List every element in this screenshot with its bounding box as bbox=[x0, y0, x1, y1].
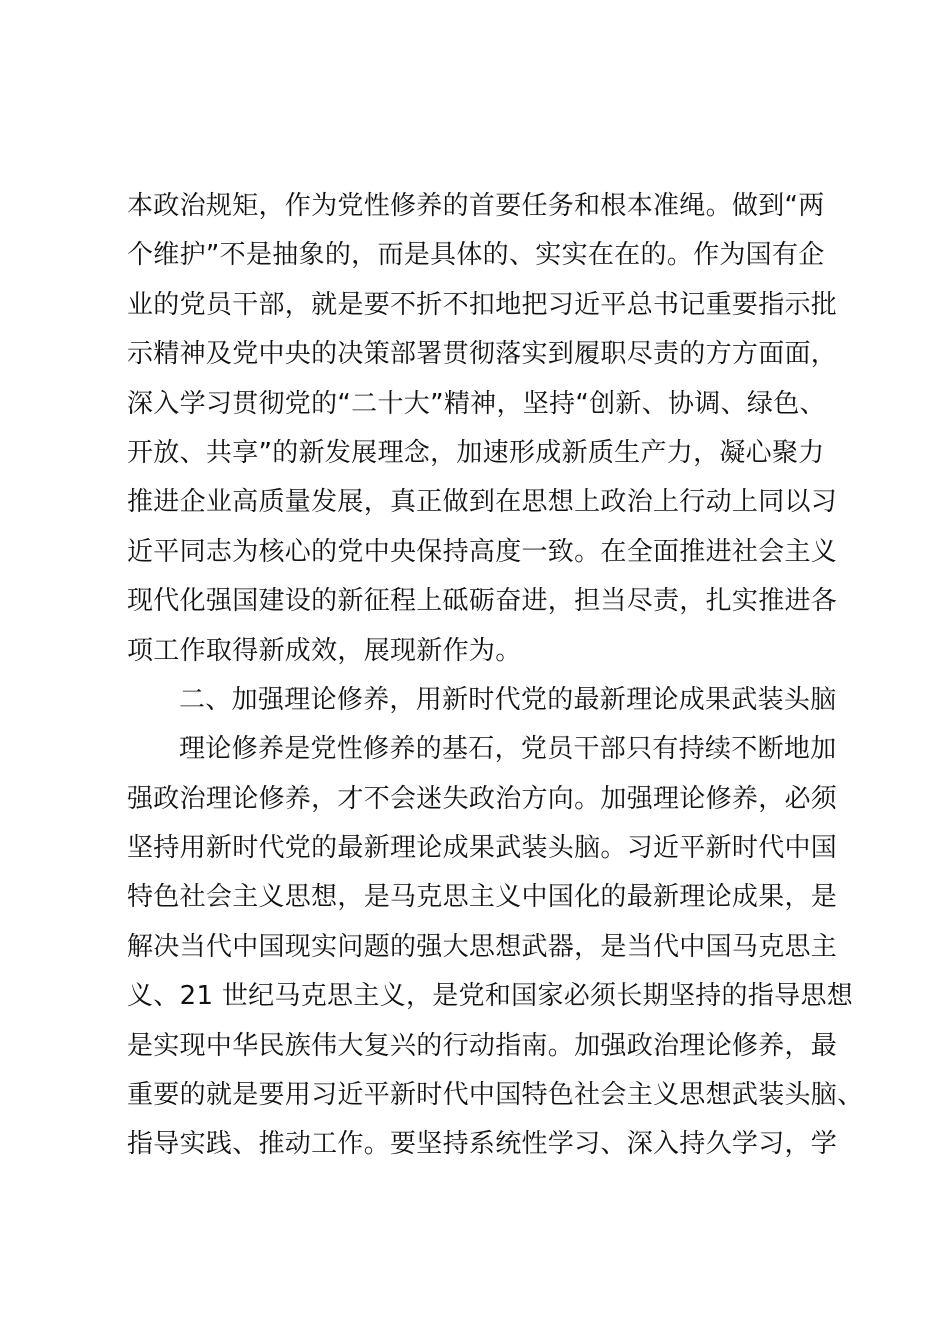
text-line: 指导实践、推动工作。要坚持系统性学习、深入持久学习，学 bbox=[127, 1129, 838, 1160]
text-line: 重要的就是要用习近平新时代中国特色社会主义思想武装头脑、 bbox=[127, 1080, 864, 1111]
body-text bbox=[127, 182, 864, 1170]
text-line: 本政治规矩，作为党性修养的首要任务和根本准绳。做到“两 bbox=[127, 191, 825, 221]
text-line: 个维护”不是抽象的，而是具体的、实实在在的。作为国有企 bbox=[127, 240, 825, 271]
text-line: 是实现中华民族伟大复兴的行动指南。加强政治理论修养，最 bbox=[127, 1030, 838, 1061]
text-line: 近平同志为核心的党中央保持高度一致。在全面推进社会主义 bbox=[127, 536, 838, 567]
section-heading: 二、加强理论修养，用新时代党的最新理论成果武装头脑 bbox=[179, 684, 837, 715]
text-line: 项工作取得新成效，展现新作为。 bbox=[127, 635, 522, 666]
text-line: 现代化强国建设的新征程上砥砺奋进，担当尽责，扎实推进各 bbox=[127, 586, 838, 617]
text-line: 强政治理论修养，才不会迷失政治方向。加强理论修养，必须 bbox=[127, 783, 838, 814]
text-line: 业的党员干部，就是要不折不扣地把习近平总书记重要指示批 bbox=[127, 289, 838, 320]
text-line: 深入学习贯彻党的“二十大”精神，坚持“创新、协调、绿色、 bbox=[127, 388, 826, 419]
text-line: 开放、共享”的新发展理念，加速形成新质生产力，凝心聚力 bbox=[127, 437, 825, 468]
text-line: 解决当代中国现实问题的强大思想武器，是当代中国马克思主 bbox=[127, 931, 838, 962]
text-line: 特色社会主义思想，是马克思主义中国化的最新理论成果，是 bbox=[127, 882, 838, 913]
text-line: 推进企业高质量发展，真正做到在思想上政治上行动上同以习 bbox=[127, 487, 838, 518]
text-line: 坚持用新时代党的最新理论成果武装头脑。习近平新时代中国 bbox=[127, 833, 838, 864]
text-line: 示精神及党中央的决策部署贯彻落实到履职尽责的方方面面， bbox=[127, 339, 838, 370]
text-line: 义、21 世纪马克思主义，是党和国家必须长期坚持的指导思想 bbox=[127, 981, 854, 1012]
text-line: 理论修养是党性修养的基石，党员干部只有持续不断地加 bbox=[179, 734, 837, 765]
